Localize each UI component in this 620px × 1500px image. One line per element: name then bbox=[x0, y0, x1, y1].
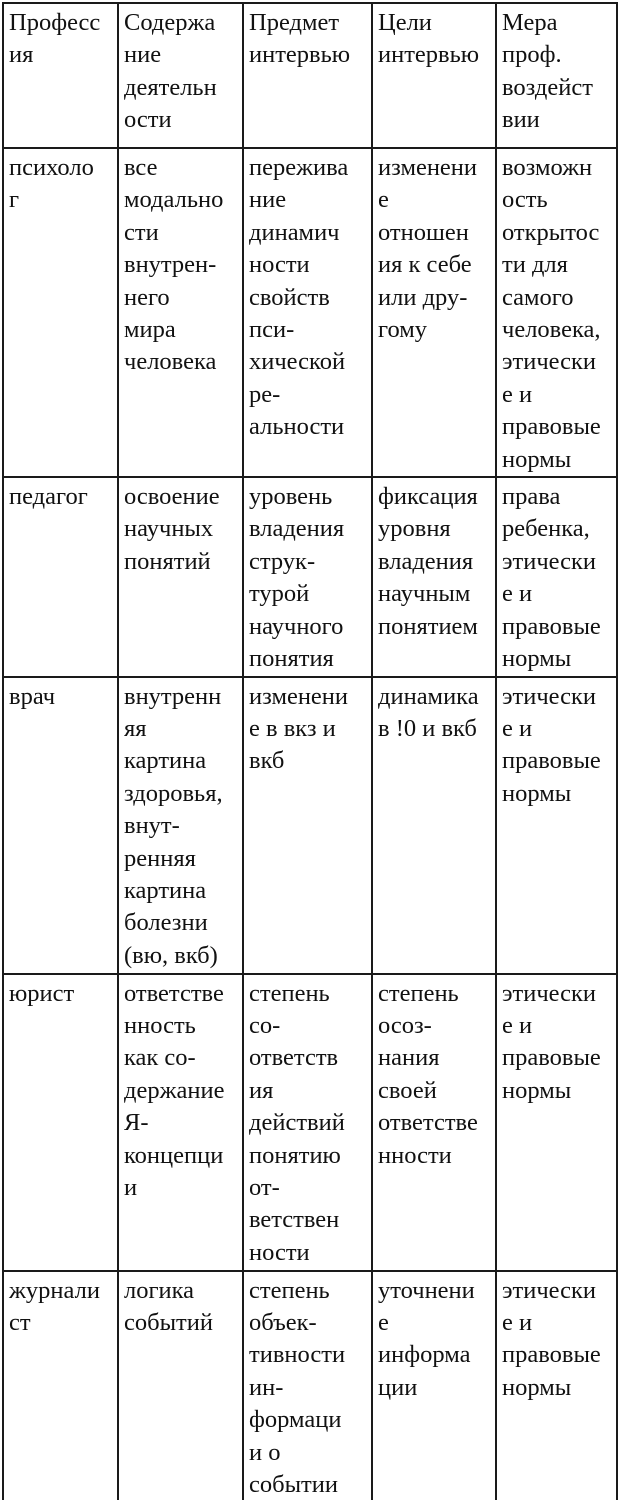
table-cell: освоение научных понятий bbox=[118, 477, 243, 676]
table-row bbox=[3, 148, 617, 477]
table-cell: юрист bbox=[3, 974, 118, 1271]
table-cell: внутренн яя картина здоровья, внут- ренняя картина болезни (вю, вкб) bbox=[118, 677, 243, 974]
table-cell: уровень владения струк- турой научного понятия bbox=[243, 477, 372, 676]
table-cell: этически е и правовые нормы bbox=[496, 677, 617, 974]
table-cell: степень объек- тивности ин- формаци и о событии bbox=[243, 1271, 372, 1500]
header-cell-interview-subject: Предмет интервью bbox=[243, 3, 372, 148]
table-row bbox=[3, 677, 617, 974]
table-cell: динамика в !0 и вкб bbox=[372, 677, 496, 974]
header-cell-impact-measure: Мера проф. воздейст вии bbox=[496, 3, 617, 148]
table-cell: педагог bbox=[3, 477, 118, 676]
table-cell: ответстве нность как со- держание Я- концепци и bbox=[118, 974, 243, 1271]
table-row bbox=[3, 1271, 617, 1500]
table-row bbox=[3, 974, 617, 1271]
header-cell-interview-goals: Цели интервью bbox=[372, 3, 496, 148]
table-cell: изменени е отношен ия к себе или дру- гому bbox=[372, 148, 496, 477]
table-cell: изменени е в вкз и вкб bbox=[243, 677, 372, 974]
table-cell: логика событий bbox=[118, 1271, 243, 1500]
header-cell-profession: Професс ия bbox=[3, 3, 118, 148]
table-cell: врач bbox=[3, 677, 118, 974]
table-cell: этически е и правовые нормы bbox=[496, 974, 617, 1271]
table-cell: журнали ст bbox=[3, 1271, 118, 1500]
table-cell: пережива ние динамич ности свойств пси- хической ре- альности bbox=[243, 148, 372, 477]
table-cell: этически е и правовые нормы bbox=[496, 1271, 617, 1500]
table-cell: все модально сти внутрен- него мира человека bbox=[118, 148, 243, 477]
header-cell-activity-content: Содержа ние деятельн ости bbox=[118, 3, 243, 148]
interview-table bbox=[2, 2, 618, 1500]
table-cell: степень осоз- нания своей ответстве нности bbox=[372, 974, 496, 1271]
table-header-row bbox=[3, 3, 617, 148]
table-cell: фиксация уровня владения научным понятием bbox=[372, 477, 496, 676]
table-cell: степень со- ответств ия действий понятию от- ветствен ности bbox=[243, 974, 372, 1271]
table-cell: психоло г bbox=[3, 148, 118, 477]
table-cell: права ребенка, этически е и правовые нормы bbox=[496, 477, 617, 676]
table-row bbox=[3, 477, 617, 676]
table-cell: возможн ость открытос ти для самого человека, этически е и правовые нормы bbox=[496, 148, 617, 477]
table-cell: уточнени е информа ции bbox=[372, 1271, 496, 1500]
